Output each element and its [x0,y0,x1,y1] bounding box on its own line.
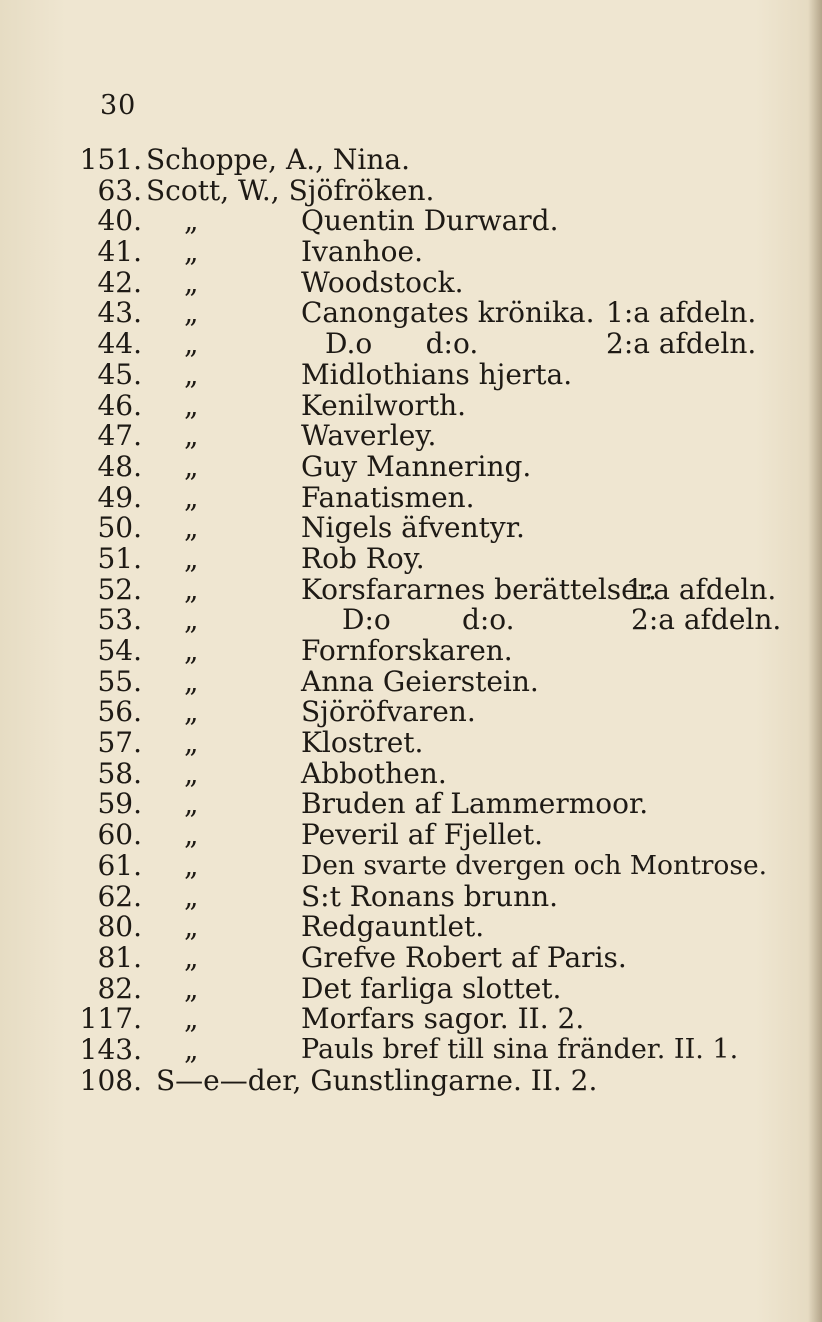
entry-title: Abbothen. [301,756,447,790]
entry-title: Peveril af Fjellet. [301,818,544,852]
entry-number: 59. [97,787,142,821]
ditto-mark: „ [184,910,199,944]
catalog-entry [0,756,822,790]
entry-author: Schoppe, A., Nina. [146,143,410,176]
catalog-entry [0,298,822,329]
ditto-mark: „ [184,449,199,483]
catalog-entry [0,572,822,606]
ditto-mark: „ [184,296,199,330]
entry-title: Kenilworth. [301,388,467,422]
entry-title: Grefve Robert af Paris. [301,940,627,974]
entry-title: Pauls bref till sina fränder. II. 1. [301,1033,739,1065]
entry-title: Ivanhoe. [301,235,423,269]
catalog-entry [0,421,822,452]
ditto-mark: „ [184,1002,199,1036]
catalog-entry [0,237,822,268]
entry-number: 55. [97,664,142,698]
entry-part: 2:a afdeln. [606,327,757,361]
catalog-entry [0,173,822,207]
ditto-mark: „ [184,634,199,667]
entry-number: 143. [79,1032,142,1066]
entry-number: 50. [97,511,142,545]
entry-title: Guy Mannering. [301,449,532,483]
entry-title: Rob Roy. [301,541,425,575]
entry-title: Woodstock. [301,265,464,299]
entry-number: 52. [97,572,142,606]
entry-title: S—e—der, Gunstlingarne. II. 2. [156,1063,598,1097]
ditto-mark: „ [184,940,199,974]
ditto-mark: „ [184,357,199,391]
ditto-mark: „ [184,848,199,882]
catalog-entry [0,848,822,882]
entry-title: Den svarte dvergen och Montrose. [301,849,768,881]
catalog-entry [0,1032,822,1066]
ditto-mark: „ [184,603,199,637]
entry-title: Redgauntlet. [301,910,485,944]
entry-number: 61. [97,848,142,882]
entry-number: 41. [97,235,142,269]
entry-title: Canongates krönika. [301,296,595,330]
entry-number: 62. [97,879,142,913]
entry-number: 40. [97,204,142,238]
catalog-entry [0,1004,822,1035]
entry-title: Korsfararnes berättelser. [301,572,657,606]
catalog-entry [0,971,822,1005]
entry-number: 45. [97,357,142,391]
ditto-mark: „ [184,511,199,545]
catalog-entry [0,206,822,237]
entry-title: Anna Geierstein. [301,664,539,698]
entry-number: 58. [97,756,142,790]
entry-number: 60. [97,818,142,852]
entry-title: Bruden af Lammermoor. [301,787,649,821]
catalog-entry [0,449,822,483]
ditto-mark: „ [184,235,199,269]
catalog-entry [0,145,822,176]
ditto-mark: „ [184,572,199,606]
entry-number: 63. [97,173,142,207]
entry-title: Quentin Durward. [301,204,559,238]
entry-number: 80. [97,910,142,944]
catalog-entry [0,357,822,391]
entry-part: 1:a afdeln. [626,572,777,606]
entry-title: D.o d:o. [325,327,479,361]
catalog-entry [0,636,822,667]
entry-title: Waverley. [301,419,437,453]
entry-number: 57. [97,726,142,760]
ditto-mark: „ [184,419,199,453]
entry-title: Morfars sagor. II. 2. [301,1002,585,1036]
ditto-mark: „ [184,480,199,514]
entry-number: 42. [97,265,142,299]
catalog-entry [0,480,822,514]
ditto-mark: „ [184,971,199,1005]
catalog-entry [0,789,822,820]
catalog-entry [0,940,822,974]
entry-number: 51. [97,541,142,575]
entry-number: 44. [97,327,142,361]
catalog-entry [0,388,822,422]
catalog-list [0,145,822,1096]
entry-number: 47. [97,419,142,453]
entry-number: 46. [97,388,142,422]
entry-title: S:t Ronans brunn. [301,879,559,913]
catalog-entry [0,820,822,851]
catalog-entry [0,513,822,544]
entry-title: Nigels äfventyr. [301,511,525,545]
ditto-mark: „ [184,388,199,422]
catalog-entry [0,879,822,913]
ditto-mark: „ [184,756,199,790]
entry-title: Klostret. [301,726,424,760]
ditto-mark: „ [184,265,199,299]
entry-part: 1:a afdeln. [606,296,757,330]
ditto-mark: „ [184,787,199,821]
catalog-entry [0,1063,822,1097]
page-number: 30 [100,90,137,121]
catalog-entry [0,912,822,943]
entry-author: Scott, W., Sjöfröken. [146,173,435,207]
entry-number: 43. [97,296,142,330]
ditto-mark: „ [184,327,199,361]
entry-title: Midlothians hjerta. [301,357,573,391]
catalog-entry [0,329,822,360]
catalog-entry [0,541,822,575]
entry-number: 48. [97,449,142,483]
catalog-entry [0,664,822,698]
entry-title: Sjöröfvaren. [301,695,476,729]
ditto-mark: „ [184,541,199,575]
entry-title: Fanatismen. [301,480,475,514]
entry-number: 54. [97,634,142,667]
entry-number: 56. [97,695,142,729]
ditto-mark: „ [184,879,199,913]
entry-title: Fornforskaren. [301,634,513,667]
ditto-mark: „ [184,695,199,729]
entry-part: 2:a afdeln. [631,603,782,637]
entry-title: D:o d:o. [342,603,515,637]
ditto-mark: „ [184,204,199,238]
entry-number: 82. [97,971,142,1005]
ditto-mark: „ [184,726,199,760]
entry-number: 81. [97,940,142,974]
entry-number: 108. [79,1063,142,1097]
catalog-entry [0,265,822,299]
ditto-mark: „ [184,1032,199,1066]
ditto-mark: „ [184,818,199,852]
entry-number: 117. [79,1002,142,1036]
entry-number: 151. [79,143,142,176]
entry-number: 53. [97,603,142,637]
entry-number: 49. [97,480,142,514]
entry-title: Det farliga slottet. [301,971,562,1005]
ditto-mark: „ [184,664,199,698]
catalog-entry [0,605,822,636]
catalog-entry [0,728,822,759]
catalog-entry [0,697,822,728]
